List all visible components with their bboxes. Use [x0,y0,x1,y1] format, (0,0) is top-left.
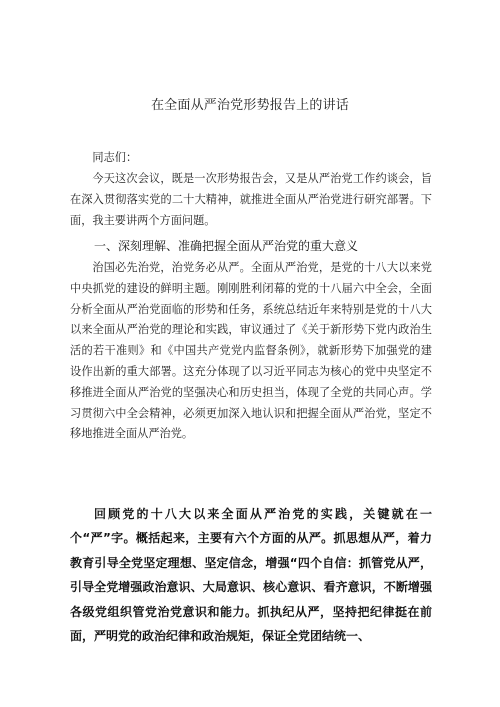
bold-paragraph: 回顾党的十八大以来全面从严治党的实践，关键就在一个“严”字。概括起来，主要有六个方面的从严。抓思想从严，着力教育引导全党坚定理想、坚定信念，增强“四个自信：抓管党从严，引导全党增强政治意识、大局意识、核心意识、看齐意识，不断增强各级党组织管党治党意识和能力。抓执纪从严，坚持把纪律挺在前面，严明党的政治纪律和政治规矩，保证全党团结统一、 [70,507,432,644]
section-heading: 一、深刻理解、准确把握全面从严治党的重大意义 [94,239,359,253]
section-paragraph: 治国必先治党，治党务必从严。全面从严治党，是党的十八大以来党中央抓党的建设的鲜明主题。刚刚胜利闭幕的党的十八届六中全会，全面分析全面从严治党面临的形势和任务，系统总结近年来特别是党的十八大以来全面从严治党的理论和实践，审议通过了《关于新形势下党内政治生活的若干准则》和《中国共产党党内监督条例》，就新形势下加强党的建设作出新的重大部署。这充分体现了以习近平同志为核心的党中央坚定不移推进全面从严治党的坚强决心和历史担当，体现了全党的共同心声。学习贯彻六中全会精神，必须更加深入地认识和把握全面从严治党，坚定不移地推进全面从严治党。 [70,261,432,441]
greeting: 同志们： [92,151,138,164]
intro-paragraph: 今天这次会议，既是一次形势报告会，又是从严治党工作约谈会，旨在深入贯彻落实党的二十大精神，就推进全面从严治党进行研究部署。下面，我主要讲两个方面问题。 [70,172,432,227]
document-title: 在全面从严治党形势报告上的讲话 [150,98,349,113]
